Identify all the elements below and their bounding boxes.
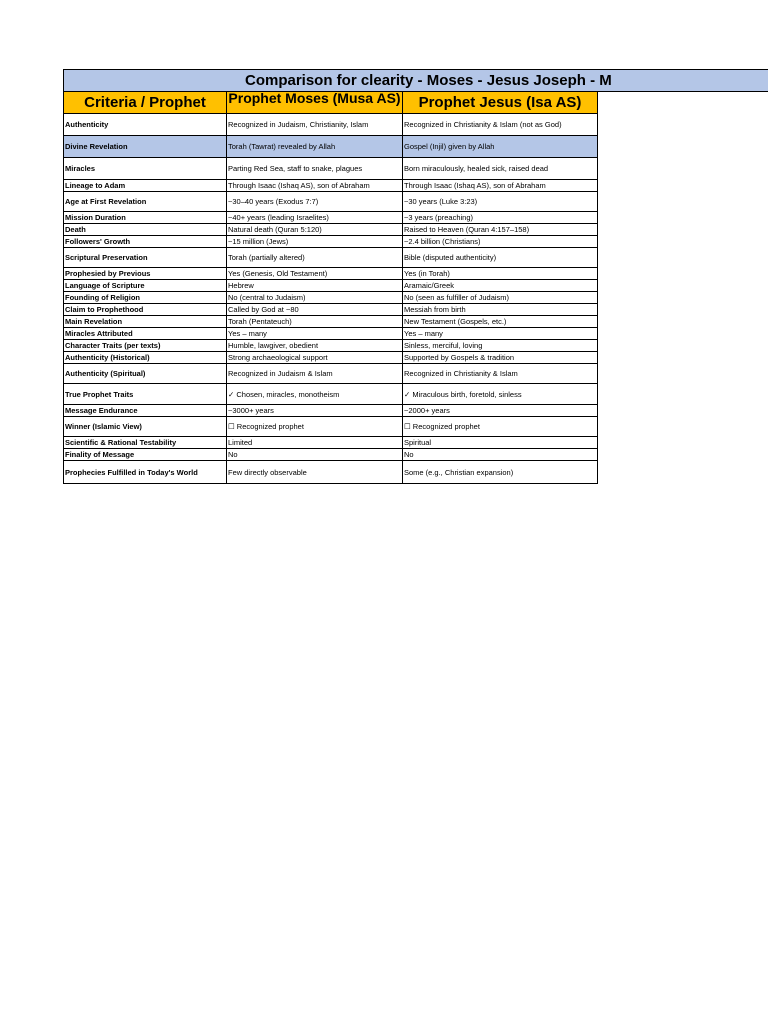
jesus-header[interactable]: Prophet Jesus (Isa AS) [403,92,598,114]
moses-cell[interactable]: Torah (Tawrat) revealed by Allah [227,136,403,158]
table-row [64,158,598,180]
criteria-cell[interactable]: Age at First Revelation [64,192,227,212]
jesus-cell[interactable]: ~30 years (Luke 3:23) [403,192,598,212]
table-row [64,437,598,449]
moses-cell[interactable]: Limited [227,437,403,449]
table-row [64,316,598,328]
moses-cell[interactable]: ✓ Chosen, miracles, monotheism [227,384,403,405]
sheet-title-bar [63,69,768,92]
criteria-cell[interactable]: Scientific & Rational Testability [64,437,227,449]
jesus-cell[interactable]: Supported by Gospels & tradition [403,352,598,364]
table-row [64,136,598,158]
jesus-cell[interactable]: Through Isaac (Ishaq AS), son of Abraham [403,180,598,192]
table-row [64,114,598,136]
table-row [64,449,598,461]
criteria-cell[interactable]: True Prophet Traits [64,384,227,405]
moses-cell[interactable]: Torah (partially altered) [227,248,403,268]
table-row [64,236,598,248]
table-row [64,340,598,352]
criteria-cell[interactable]: Scriptural Preservation [64,248,227,268]
jesus-cell[interactable]: No (seen as fulfiller of Judaism) [403,292,598,304]
jesus-cell[interactable]: Yes (in Torah) [403,268,598,280]
moses-cell[interactable]: Through Isaac (Ishaq AS), son of Abraham [227,180,403,192]
table-row [64,268,598,280]
table-row [64,304,598,316]
moses-cell[interactable]: No [227,449,403,461]
moses-cell[interactable]: ~15 million (Jews) [227,236,403,248]
jesus-cell[interactable]: Recognized in Christianity & Islam (not as God) [403,114,598,136]
criteria-cell[interactable]: Miracles Attributed [64,328,227,340]
criteria-cell[interactable]: Mission Duration [64,212,227,224]
table-row [64,405,598,417]
criteria-cell[interactable]: Prophecies Fulfilled in Today's World [64,461,227,484]
moses-cell[interactable]: Called by God at ~80 [227,304,403,316]
criteria-cell[interactable]: Claim to Prophethood [64,304,227,316]
moses-cell[interactable]: Humble, lawgiver, obedient [227,340,403,352]
jesus-cell[interactable]: Messiah from birth [403,304,598,316]
moses-cell[interactable]: ~3000+ years [227,405,403,417]
table-row [64,212,598,224]
jesus-cell[interactable]: No [403,449,598,461]
table-row [64,292,598,304]
table-row [64,248,598,268]
moses-cell[interactable]: Few directly observable [227,461,403,484]
criteria-header[interactable]: Criteria / Prophet [64,92,227,114]
moses-cell[interactable]: Hebrew [227,280,403,292]
table-row [64,192,598,212]
criteria-cell[interactable]: Founding of Religion [64,292,227,304]
table-row [64,417,598,437]
moses-cell[interactable]: ☐ Recognized prophet [227,417,403,437]
criteria-cell[interactable]: Divine Revelation [64,136,227,158]
criteria-cell[interactable]: Winner (Islamic View) [64,417,227,437]
table-row [64,180,598,192]
criteria-cell[interactable]: Authenticity (Spiritual) [64,364,227,384]
jesus-cell[interactable]: Raised to Heaven (Quran 4:157–158) [403,224,598,236]
table-row [64,224,598,236]
criteria-cell[interactable]: Followers' Growth [64,236,227,248]
jesus-cell[interactable]: ~2000+ years [403,405,598,417]
criteria-cell[interactable]: Character Traits (per texts) [64,340,227,352]
jesus-cell[interactable]: ~3 years (preaching) [403,212,598,224]
table-row [64,280,598,292]
jesus-cell[interactable]: Aramaic/Greek [403,280,598,292]
moses-cell[interactable]: Recognized in Judaism & Islam [227,364,403,384]
jesus-cell[interactable]: Sinless, merciful, loving [403,340,598,352]
moses-cell[interactable]: Natural death (Quran 5:120) [227,224,403,236]
moses-cell[interactable]: ~30–40 years (Exodus 7:7) [227,192,403,212]
jesus-cell[interactable]: Some (e.g., Christian expansion) [403,461,598,484]
table-row [64,384,598,405]
sheet-title: Comparison for clearity - Moses - Jesus Joseph - M [245,72,612,89]
header-row [64,92,598,114]
criteria-cell[interactable]: Lineage to Adam [64,180,227,192]
moses-cell[interactable]: No (central to Judaism) [227,292,403,304]
table-row [64,364,598,384]
moses-cell[interactable]: ~40+ years (leading Israelites) [227,212,403,224]
criteria-cell[interactable]: Prophesied by Previous [64,268,227,280]
jesus-cell[interactable]: Spiritual [403,437,598,449]
criteria-cell[interactable]: Message Endurance [64,405,227,417]
criteria-cell[interactable]: Miracles [64,158,227,180]
jesus-cell[interactable]: ~2.4 billion (Christians) [403,236,598,248]
moses-cell[interactable]: Parting Red Sea, staff to snake, plagues [227,158,403,180]
criteria-cell[interactable]: Main Revelation [64,316,227,328]
moses-header[interactable]: Prophet Moses (Musa AS) [227,92,403,114]
criteria-cell[interactable]: Death [64,224,227,236]
jesus-cell[interactable]: Gospel (Injil) given by Allah [403,136,598,158]
criteria-cell[interactable]: Finality of Message [64,449,227,461]
jesus-cell[interactable]: Recognized in Christianity & Islam [403,364,598,384]
criteria-cell[interactable]: Authenticity [64,114,227,136]
comparison-table [63,91,598,484]
moses-cell[interactable]: Recognized in Judaism, Christianity, Islam [227,114,403,136]
jesus-cell[interactable]: ✓ Miraculous birth, foretold, sinless [403,384,598,405]
moses-cell[interactable]: Yes – many [227,328,403,340]
criteria-cell[interactable]: Language of Scripture [64,280,227,292]
moses-cell[interactable]: Torah (Pentateuch) [227,316,403,328]
table-row [64,352,598,364]
jesus-cell[interactable]: ☐ Recognized prophet [403,417,598,437]
moses-cell[interactable]: Yes (Genesis, Old Testament) [227,268,403,280]
table-row [64,328,598,340]
criteria-cell[interactable]: Authenticity (Historical) [64,352,227,364]
jesus-cell[interactable]: New Testament (Gospels, etc.) [403,316,598,328]
table-row [64,461,598,484]
jesus-cell[interactable]: Yes – many [403,328,598,340]
jesus-cell[interactable]: Born miraculously, healed sick, raised dead [403,158,598,180]
jesus-cell[interactable]: Bible (disputed authenticity) [403,248,598,268]
moses-cell[interactable]: Strong archaeological support [227,352,403,364]
